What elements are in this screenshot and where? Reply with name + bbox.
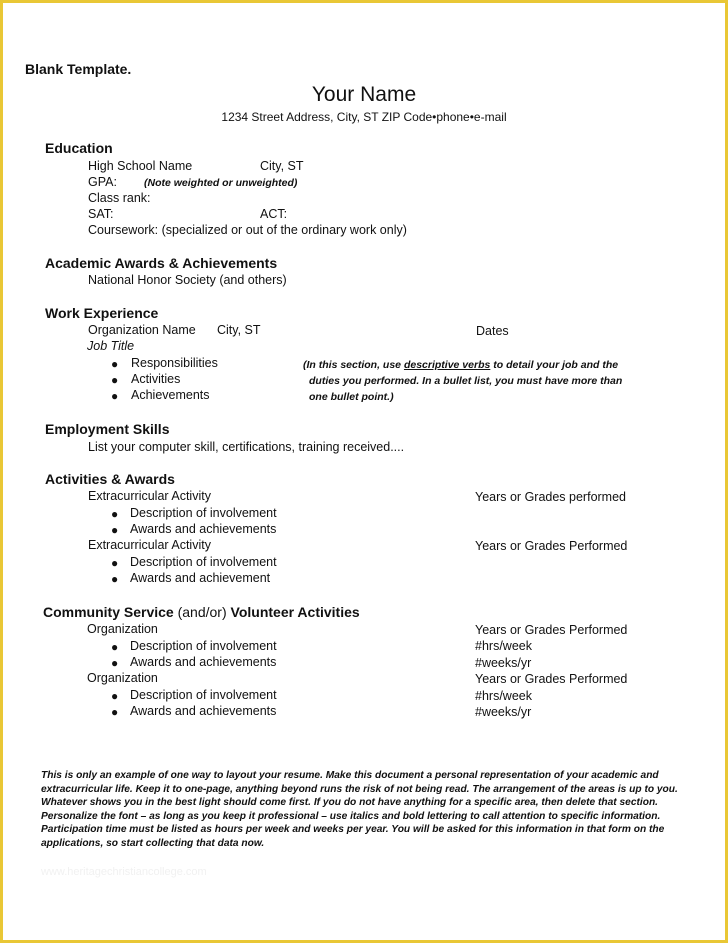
bullet-icon: ● xyxy=(111,705,119,719)
template-label: Blank Template. xyxy=(25,61,132,77)
bullet-icon: ● xyxy=(111,507,119,521)
skills-heading: Employment Skills xyxy=(45,421,170,437)
bullet-icon: ● xyxy=(111,556,119,570)
activity-name: Extracurricular Activity xyxy=(88,538,211,552)
work-bullet: Achievements xyxy=(131,388,210,402)
work-dates: Dates xyxy=(476,324,509,338)
gpa-note: (Note weighted or unweighted) xyxy=(144,177,298,189)
org-bullet: Description of involvement xyxy=(130,639,277,653)
org-years: Years or Grades Performed xyxy=(475,672,628,686)
activity-bullet: Awards and achievement xyxy=(130,571,271,585)
work-org: Organization Name xyxy=(88,323,196,337)
work-note-line2: duties you performed. In a bullet list, you must have more than xyxy=(309,375,623,387)
org-bullet: Awards and achievements xyxy=(130,655,277,669)
org-hours: #hrs/week xyxy=(475,689,532,703)
school-name: High School Name xyxy=(88,159,193,173)
coursework: Coursework: (specialized or out of the ordinary work only) xyxy=(88,223,407,237)
org-hours: #hrs/week xyxy=(475,639,532,653)
bullet-icon: ● xyxy=(111,572,119,586)
activity-bullet: Awards and achievements xyxy=(130,522,277,536)
activity-years: Years or Grades Performed xyxy=(475,539,628,553)
activity-name: Extracurricular Activity xyxy=(88,489,211,503)
org-years: Years or Grades Performed xyxy=(475,623,628,637)
address-line: 1234 Street Address, City, ST ZIP Code•phone•e-mail xyxy=(221,110,507,124)
activities-heading: Activities & Awards xyxy=(45,471,175,487)
org-weeks: #weeks/yr xyxy=(475,705,532,719)
bullet-icon: ● xyxy=(111,389,119,403)
act-label: ACT: xyxy=(260,207,288,221)
skills-item: List your computer skill, certifications, training received.... xyxy=(88,440,405,454)
academic-heading: Academic Awards & Achievements xyxy=(45,255,278,271)
education-heading: Education xyxy=(45,140,113,156)
activity-years: Years or Grades performed xyxy=(475,490,627,504)
resume-page xyxy=(3,3,725,940)
bullet-icon: ● xyxy=(111,523,119,537)
work-city: City, ST xyxy=(217,323,261,337)
activity-bullet: Description of involvement xyxy=(130,506,277,520)
bullet-icon: ● xyxy=(111,656,119,670)
org-bullet: Description of involvement xyxy=(130,688,277,702)
work-note-line3: one bullet point.) xyxy=(309,391,394,403)
org-bullet: Awards and achievements xyxy=(130,704,277,718)
community-heading: Community Service (and/or) Volunteer Activities xyxy=(43,604,360,620)
sat-label: SAT: xyxy=(88,207,114,221)
school-city: City, ST xyxy=(260,159,304,173)
org-name: Organization xyxy=(87,671,158,685)
work-bullet: Activities xyxy=(131,372,181,386)
class-rank: Class rank: xyxy=(88,191,151,205)
watermark: www.heritagechristiancollege.com xyxy=(41,866,207,878)
footer-note: This is only an example of one way to layout your resume. Make this document a personal representation of your academic and extracurricular life. Keep it to one-page, anything beyond runs the risk of not being read. The arrangement of the areas is up to you. Whatever shows you in the best light should come first. If you do not have anything for a specific area, then delete that section. Personalize the font – as long as you keep it professional – use italics and bold lettering to call attention to specific information. Participation time must be listed as hours per week and weeks per year. You will be asked for this information in that form on the applications, so start collecting that data now. xyxy=(41,770,678,849)
work-note-line1: (In this section, use descriptive verbs to detail your job and the xyxy=(303,359,619,371)
work-heading: Work Experience xyxy=(45,305,159,321)
activity-bullet: Description of involvement xyxy=(130,555,277,569)
work-bullet: Responsibilities xyxy=(131,356,218,370)
bullet-icon: ● xyxy=(111,357,119,371)
academic-item: National Honor Society (and others) xyxy=(88,273,287,287)
name-heading: Your Name xyxy=(311,83,417,106)
org-weeks: #weeks/yr xyxy=(475,656,532,670)
job-title: Job Title xyxy=(87,339,135,353)
bullet-icon: ● xyxy=(111,689,119,703)
org-name: Organization xyxy=(87,622,158,636)
gpa-label: GPA: xyxy=(88,175,117,189)
bullet-icon: ● xyxy=(111,373,119,387)
bullet-icon: ● xyxy=(111,640,119,654)
